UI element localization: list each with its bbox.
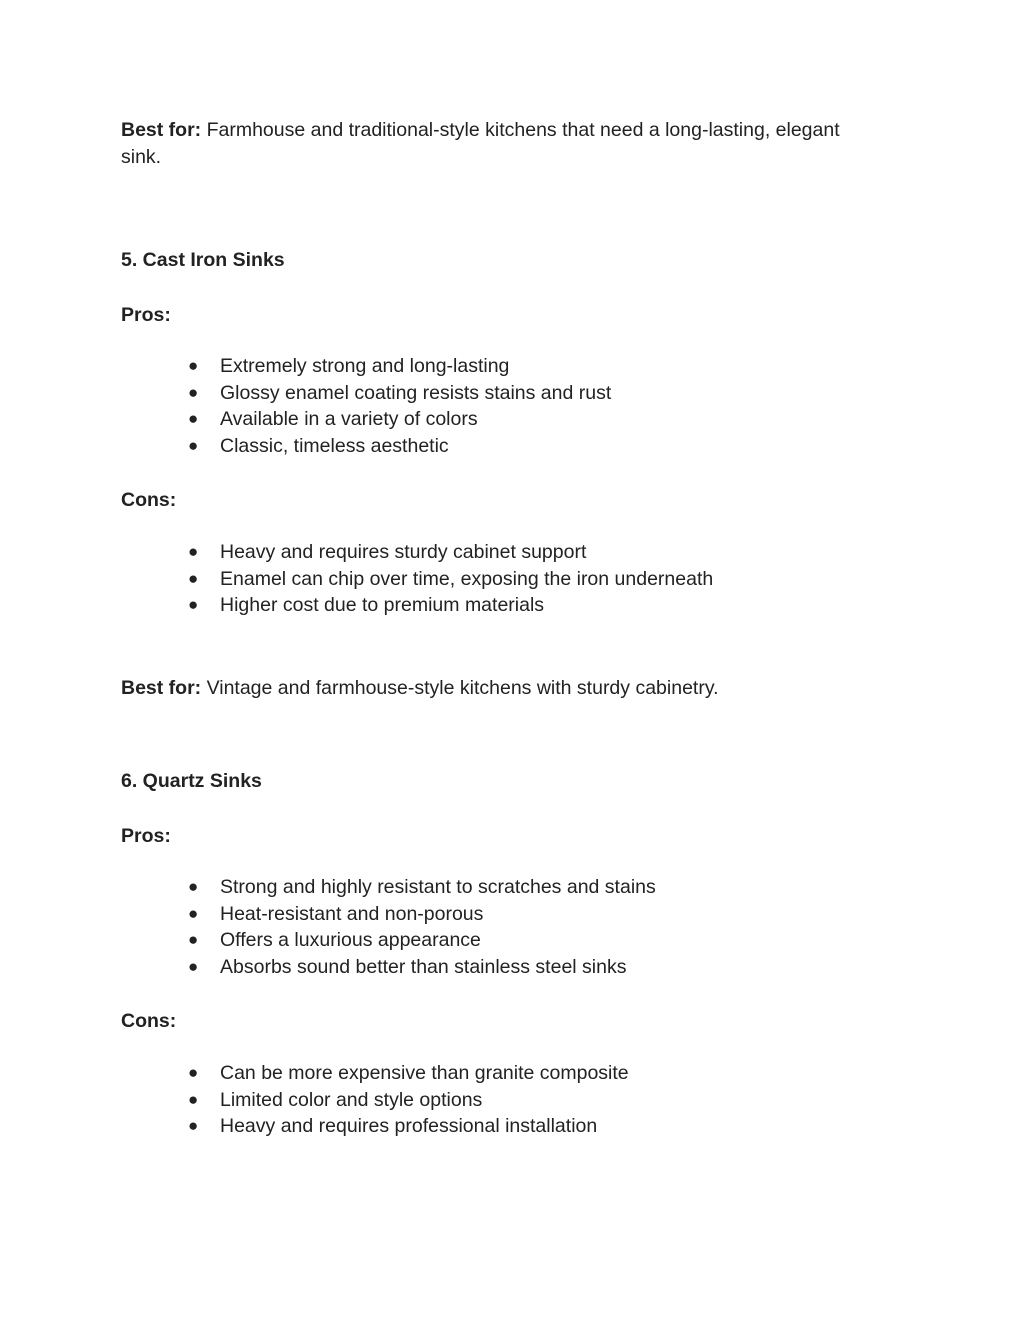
bullet-icon: ● bbox=[188, 356, 199, 375]
cons-label: Cons: bbox=[121, 489, 177, 511]
bullet-icon: ● bbox=[188, 409, 199, 428]
cons-label: Cons: bbox=[121, 1010, 177, 1032]
section-heading-quartz: 6. Quartz Sinks bbox=[121, 770, 262, 792]
bullet-icon: ● bbox=[188, 877, 199, 896]
cast-iron-cons-list bbox=[188, 539, 713, 619]
pros-label: Pros: bbox=[121, 304, 171, 326]
best-for-label: Best for: bbox=[121, 677, 202, 699]
list-item bbox=[188, 874, 656, 901]
best-for-text: Farmhouse and traditional-style kitchens that need a long-lasting, elegant sink. bbox=[121, 119, 840, 168]
intro-best-for-paragraph bbox=[121, 117, 881, 170]
list-item-text: Can be more expensive than granite composite bbox=[220, 1062, 629, 1084]
best-for-label: Best for: bbox=[121, 119, 202, 141]
list-item-text: Glossy enamel coating resists stains and rust bbox=[220, 381, 612, 404]
list-item bbox=[188, 380, 611, 407]
cast-iron-best-for-paragraph bbox=[121, 675, 719, 702]
list-item-text: Heat-resistant and non-porous bbox=[220, 902, 484, 925]
section-heading-cast-iron: 5. Cast Iron Sinks bbox=[121, 249, 285, 271]
list-item-text: Higher cost due to premium materials bbox=[220, 594, 545, 616]
list-item-text: Available in a variety of colors bbox=[220, 408, 478, 430]
list-item-text: Heavy and requires professional installation bbox=[220, 1115, 598, 1137]
list-item-text: Enamel can chip over time, exposing the iron underneath bbox=[220, 567, 714, 590]
list-item bbox=[188, 353, 611, 380]
bullet-icon: ● bbox=[188, 542, 199, 561]
cast-iron-pros-list bbox=[188, 353, 611, 459]
best-for-text: Vintage and farmhouse-style kitchens with sturdy cabinetry. bbox=[201, 677, 719, 699]
bullet-icon: ● bbox=[188, 930, 199, 949]
bullet-icon: ● bbox=[188, 382, 199, 402]
list-item-text: Strong and highly resistant to scratches and stains bbox=[220, 876, 656, 898]
bullet-icon: ● bbox=[188, 1089, 199, 1109]
list-item-text: Offers a luxurious appearance bbox=[220, 929, 481, 951]
list-item bbox=[188, 539, 713, 566]
list-item-text: Heavy and requires sturdy cabinet support bbox=[220, 541, 587, 563]
list-item bbox=[188, 954, 656, 981]
bullet-icon: ● bbox=[188, 568, 199, 588]
list-item bbox=[188, 1060, 629, 1087]
list-item bbox=[188, 592, 713, 619]
quartz-cons-list bbox=[188, 1060, 629, 1140]
list-item bbox=[188, 566, 713, 593]
bullet-icon: ● bbox=[188, 1116, 199, 1135]
list-item-text: Absorbs sound better than stainless steel sinks bbox=[220, 955, 627, 978]
list-item-text: Extremely strong and long-lasting bbox=[220, 355, 510, 377]
bullet-icon: ● bbox=[188, 956, 199, 976]
pros-label: Pros: bbox=[121, 825, 171, 847]
list-item bbox=[188, 1087, 629, 1114]
bullet-icon: ● bbox=[188, 903, 199, 923]
list-item-text: Limited color and style options bbox=[220, 1088, 483, 1111]
list-item-text: Classic, timeless aesthetic bbox=[220, 434, 449, 457]
list-item bbox=[188, 901, 656, 928]
bullet-icon: ● bbox=[188, 595, 199, 614]
bullet-icon: ● bbox=[188, 435, 199, 455]
list-item bbox=[188, 433, 611, 460]
list-item bbox=[188, 1113, 629, 1140]
list-item bbox=[188, 406, 611, 433]
quartz-pros-list bbox=[188, 874, 656, 980]
bullet-icon: ● bbox=[188, 1063, 199, 1082]
list-item bbox=[188, 927, 656, 954]
